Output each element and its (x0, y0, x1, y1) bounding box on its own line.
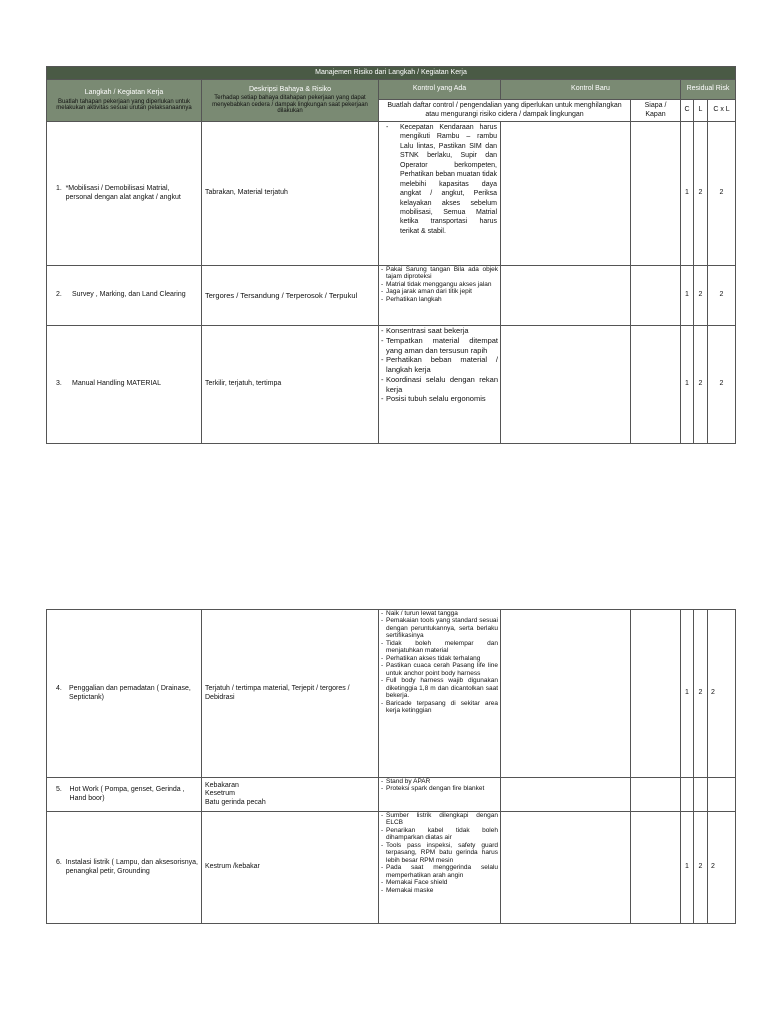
cxl-value: 2 (708, 812, 736, 924)
risk-table-1 (46, 66, 736, 444)
control-item: - Pakai Sarung tangan Bila ada objek tajam diproteksi (381, 266, 498, 281)
table-row (47, 812, 736, 924)
step-number: 2. (56, 291, 62, 299)
header-langkah (47, 80, 202, 122)
who-when-cell (631, 778, 681, 812)
l-value: 2 (694, 326, 708, 444)
control-item: - Baricade terpasang di sekitar area kerja ketinggian (381, 700, 498, 715)
control-item: - Koordinasi selalu dengan rekan kerja (381, 375, 498, 395)
step-text: Hot Work ( Pompa, genset, Gerinda , Hand boor) (69, 786, 185, 802)
hazard-text: Kestrum /kebakar (202, 812, 379, 924)
c-value: 1 (681, 122, 694, 266)
step-text: Manual Handling MATERIAL (72, 380, 161, 388)
header-langkah-sub: Buatlah tahapan pekerjaan yang diperlukan untuk melakukan aktivitas sesuai urutan pelaksanaannya (56, 98, 192, 112)
header-deskripsi-label: Deskripsi Bahaya & Risiko (248, 85, 332, 93)
c-value: 1 (681, 326, 694, 444)
existing-controls (379, 778, 501, 812)
header-kontrol-sub: Buatlah daftar control / pengendalian yang diperlukan untuk menghilangkan atau mengurangi risiko cidera / dampak lingkungan (379, 100, 631, 122)
c-value: 1 (681, 610, 694, 778)
new-control-cell (501, 122, 631, 266)
control-item: - Konsentrasi saat bekerja (381, 326, 498, 336)
header-kontrol-ada: Kontrol yang Ada (379, 80, 501, 100)
hazard-text: Tabrakan, Material terjatuh (202, 122, 379, 266)
l-value (694, 778, 708, 812)
new-control-cell (501, 326, 631, 444)
l-value: 2 (694, 610, 708, 778)
header-siapa: Siapa / Kapan (631, 100, 681, 122)
control-item: - Memakai maske (381, 887, 498, 894)
header-residual: Residual Risk (681, 80, 736, 100)
control-item: - Perhatikan beban material / langkah kerja (381, 355, 498, 375)
cxl-value: 2 (708, 266, 736, 326)
existing-controls (379, 326, 501, 444)
control-item: - Pemakaian tools yang standard sesuai dengan peruntukannya, serta berlaku sertifikasinya (381, 617, 498, 639)
control-item: - Penarikan kabel tidak boleh dihamparkan diatas air (381, 827, 498, 842)
hazard-line: Kebakaran (205, 781, 239, 789)
l-value: 2 (694, 812, 708, 924)
cxl-value: 2 (708, 122, 736, 266)
hazard-line: Kesetrum (205, 790, 235, 798)
new-control-cell (501, 812, 631, 924)
header-langkah-label: Langkah / Kegiatan Kerja (84, 89, 164, 97)
l-value: 2 (694, 266, 708, 326)
who-when-cell (631, 122, 681, 266)
step-cell (47, 326, 202, 444)
who-when-cell (631, 812, 681, 924)
control-item: - Memakai Face shield (381, 879, 498, 886)
table-row (47, 778, 736, 812)
control-item: - Full body harness wajib digunakan diketinggia 1,8 m dan dicantolkan saat bekerja. (381, 677, 498, 699)
c-value (681, 778, 694, 812)
new-control-cell (501, 610, 631, 778)
step-number: 6. (56, 859, 62, 867)
header-cxl: C x L (708, 100, 736, 122)
who-when-cell (631, 326, 681, 444)
c-value: 1 (681, 266, 694, 326)
header-c: C (681, 100, 694, 122)
step-text: Penggalian dan pemadatan ( Drainase, Septictank) (69, 685, 191, 701)
hazard-cell (202, 778, 379, 812)
header-l: L (694, 100, 708, 122)
cxl-value (708, 778, 736, 812)
step-cell (47, 812, 202, 924)
cxl-value: 2 (708, 610, 736, 778)
control-item: - Tempatkan material ditempat yang aman dan tersusun rapih (381, 336, 498, 356)
step-cell (47, 266, 202, 326)
control-item: - Sumber listrik dilengkapi dengan ELCB (381, 812, 498, 827)
cxl-value: 2 (708, 326, 736, 444)
header-kontrol-baru: Kontrol Baru (501, 80, 681, 100)
control-item: - Matrial tidak menggangu akses jalan (381, 281, 498, 288)
existing-controls (379, 122, 501, 266)
header-deskripsi (202, 80, 379, 122)
table-row (47, 610, 736, 778)
control-item: - Pastikan cuaca cerah Pasang life line untuk anchor point body harness (381, 662, 498, 677)
who-when-cell (631, 266, 681, 326)
existing-controls (379, 610, 501, 778)
step-cell (47, 778, 202, 812)
step-cell (47, 610, 202, 778)
risk-table-2 (46, 609, 736, 924)
who-when-cell (631, 610, 681, 778)
control-item: - Tools pass inspeksi, safety guard terpasang, RPM batu gerinda harus lebih besar RPM mesin (381, 842, 498, 864)
hazard-line: Batu gerinda pecah (205, 798, 266, 806)
table-row (47, 326, 736, 444)
control-item: - Proteksi spark dengan fire blanket (381, 785, 498, 792)
control-item: - Stand by APAR (381, 778, 498, 785)
control-item: - Posisi tubuh selalu ergonomis (381, 394, 498, 404)
step-number: 5. (56, 786, 62, 794)
control-item: - Pada saat menggerinda selalu memperhatikan arah angin (381, 864, 498, 879)
c-value: 1 (681, 812, 694, 924)
step-number: 4. (56, 685, 62, 693)
control-item: - Tidak boleh melempar dan menjatuhkan material (381, 640, 498, 655)
step-number: 3. (56, 380, 62, 388)
table-row (47, 266, 736, 326)
step-number: 1. (56, 185, 62, 193)
new-control-cell (501, 266, 631, 326)
step-text: Survey , Marking, dan Land Clearing (72, 291, 186, 299)
header-deskripsi-sub: Terhadap setiap bahaya ditahapan pekerjaan yang dapat menyebabkan cedera / dampak lingkungan saat pekerjaan dilakukan (212, 95, 368, 115)
step-cell (47, 122, 202, 266)
control-item: - Perhatikan akses tidak terhalang (381, 655, 498, 662)
existing-controls (379, 266, 501, 326)
step-text: *Mobilisasi / Demobilisasi Matrial, personal dengan alat angkat / angkut (65, 185, 181, 201)
new-control-cell (501, 778, 631, 812)
l-value: 2 (694, 122, 708, 266)
control-item: - Perhatikan langkah (381, 296, 498, 303)
step-text: Instalasi listrik ( Lampu, dan aksesorisnya, penangkal petir, Grounding (65, 859, 198, 875)
existing-controls (379, 812, 501, 924)
hazard-text: Tergores / Tersandung / Terperosok / Terpukul (202, 266, 379, 326)
control-item: - Jaga jarak aman dari titik jepit (381, 288, 498, 295)
hazard-text: Terkilir, terjatuh, tertimpa (202, 326, 379, 444)
table-row (47, 122, 736, 266)
table-title: Manajemen Risiko dari Langkah / Kegiatan Kerja (47, 67, 736, 80)
control-item: - Kecepatan Kendaraan harus mengikuti Rambu – rambu Lalu lintas, Pastikan SIM dan STNK berlaku, Supir dan Operator berkompeten, Perhatikan beban muatan tidak melebihi kapasitas daya angkat / angkut, Periksa kelayakan akses sebelum mobilisasi, Semua Matrial ketika transportasi harus terikat & stabil. (386, 123, 497, 236)
hazard-text: Terjatuh / tertimpa material, Terjepit / tergores / Debidrasi (202, 610, 379, 778)
control-item: - Naik / turun lewat tangga (381, 610, 498, 617)
